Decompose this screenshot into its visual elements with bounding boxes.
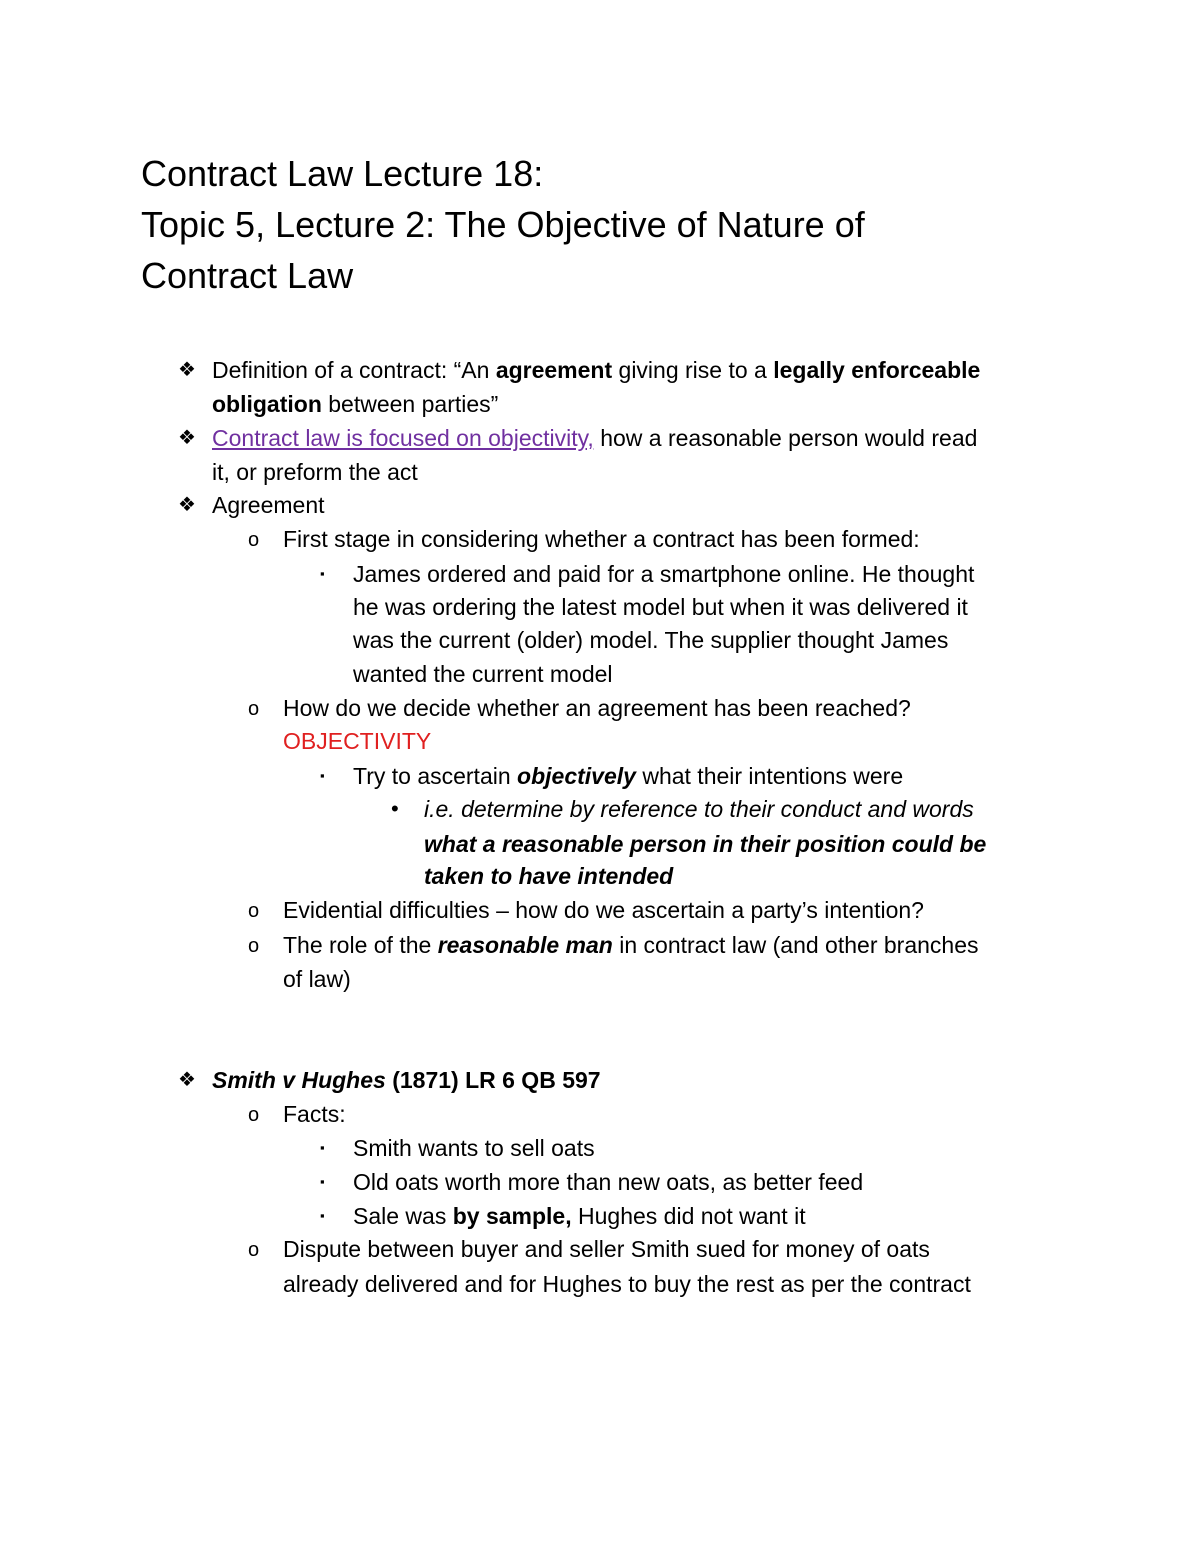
square-bullet-icon: ▪ bbox=[320, 1208, 325, 1223]
james-line-1: James ordered and paid for a smartphone online. He thought bbox=[353, 561, 975, 587]
definition-obligation: obligation bbox=[212, 391, 322, 417]
square-bullet-icon: ▪ bbox=[320, 1174, 325, 1189]
dispute-line-2: already delivered and for Hughes to buy the rest as per the contract bbox=[283, 1271, 971, 1297]
definition-text-a: Definition of a contract: “An bbox=[212, 357, 496, 383]
diamond-bullet-icon: ❖ bbox=[178, 359, 196, 381]
try-objectively: objectively bbox=[517, 763, 636, 789]
title-line-2: Topic 5, Lecture 2: The Objective of Nature of bbox=[141, 204, 865, 245]
title-line-3: Contract Law bbox=[141, 255, 354, 296]
fact-2: Old oats worth more than new oats, as better feed bbox=[353, 1169, 864, 1195]
case-reference: (1871) LR 6 QB 597 bbox=[385, 1067, 601, 1093]
title-line-1: Contract Law Lecture 18: bbox=[141, 153, 544, 194]
objectivity-rest: how a reasonable person would read bbox=[593, 425, 978, 451]
objectivity-line-2: it, or preform the act bbox=[212, 459, 418, 485]
reasonable-man: reasonable man bbox=[437, 932, 613, 958]
definition-text-f: between parties” bbox=[321, 391, 499, 417]
square-bullet-icon: ▪ bbox=[320, 1140, 325, 1155]
objectivity-link[interactable]: Contract law is focused on objectivity, bbox=[212, 425, 594, 451]
reasonable-man-line-2: of law) bbox=[283, 966, 351, 992]
diamond-bullet-icon: ❖ bbox=[178, 494, 196, 516]
agreement-heading: Agreement bbox=[212, 492, 325, 518]
definition-text-c: giving rise to a bbox=[612, 357, 774, 383]
ie-line-2: what a reasonable person in their position could be bbox=[424, 831, 987, 857]
james-line-3: was the current (older) model. The supplier thought James bbox=[353, 627, 949, 653]
circle-bullet-icon: o bbox=[248, 698, 260, 720]
definition-line-1 bbox=[212, 353, 980, 387]
objectivity-emphasis: OBJECTIVITY bbox=[283, 728, 432, 754]
james-line-2: he was ordering the latest model but when it was delivered it bbox=[353, 594, 968, 620]
definition-legally-enforceable: legally enforceable bbox=[773, 357, 981, 383]
first-stage-text: First stage in considering whether a contract has been formed: bbox=[283, 526, 920, 552]
diamond-bullet-icon: ❖ bbox=[178, 427, 196, 449]
dot-bullet-icon: • bbox=[391, 796, 399, 821]
diamond-bullet-icon: ❖ bbox=[178, 1069, 196, 1091]
try-ascertain-text bbox=[353, 759, 903, 793]
circle-bullet-icon: o bbox=[248, 529, 260, 551]
definition-line-2 bbox=[212, 387, 498, 421]
square-bullet-icon: ▪ bbox=[320, 768, 325, 783]
facts-heading: Facts: bbox=[283, 1101, 346, 1127]
fact-1: Smith wants to sell oats bbox=[353, 1135, 595, 1161]
james-line-4: wanted the current model bbox=[353, 661, 613, 687]
how-decide-text: How do we decide whether an agreement has been reached? bbox=[283, 695, 911, 721]
circle-bullet-icon: o bbox=[248, 1239, 260, 1261]
page-title bbox=[141, 148, 865, 301]
reasonable-man-line-1: The role of the reasonable man in contract law (and other branches bbox=[283, 932, 979, 958]
circle-bullet-icon: o bbox=[248, 900, 260, 922]
circle-bullet-icon: o bbox=[248, 1104, 260, 1126]
circle-bullet-icon: o bbox=[248, 935, 260, 957]
case-citation bbox=[212, 1063, 601, 1097]
objectivity-line-1 bbox=[212, 421, 977, 455]
dispute-line-1: Dispute between buyer and seller Smith sued for money of oats bbox=[283, 1236, 930, 1262]
square-bullet-icon: ▪ bbox=[320, 566, 325, 581]
try-text-a: Try to ascertain bbox=[353, 763, 518, 789]
definition-agreement: agreement bbox=[495, 357, 613, 383]
case-name: Smith v Hughes bbox=[212, 1067, 386, 1093]
by-sample: by sample, bbox=[452, 1203, 572, 1229]
ie-line-1: i.e. determine by reference to their conduct and words bbox=[424, 796, 974, 822]
evidential-text: Evidential difficulties – how do we ascertain a party’s intention? bbox=[283, 897, 924, 923]
fact-3: Sale was by sample, Hughes did not want it bbox=[353, 1203, 806, 1229]
try-text-c: what their intentions were bbox=[635, 763, 904, 789]
ie-line-3: taken to have intended bbox=[424, 863, 674, 889]
